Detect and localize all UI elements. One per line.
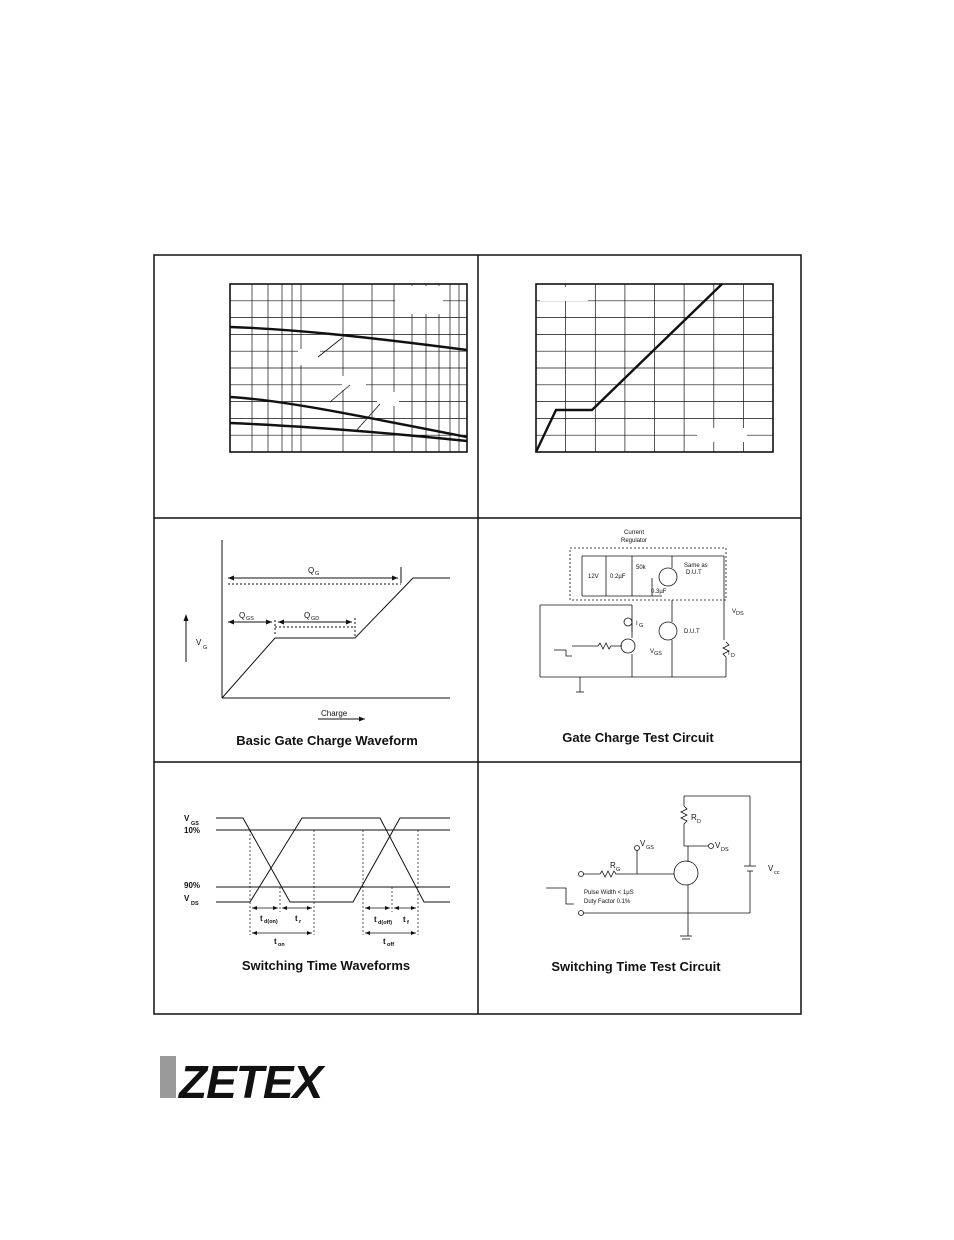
vgs-subscript: GS — [191, 821, 199, 827]
vds-subscript: DS — [721, 847, 729, 853]
ton-label: t — [274, 937, 277, 946]
same-as-label: Same as — [684, 563, 708, 569]
qgs-label: Q — [239, 611, 246, 620]
logo-mark-bar — [160, 1056, 176, 1098]
tdon-subscript: d(on) — [264, 919, 278, 925]
tf-subscript: f — [407, 920, 409, 926]
dut-label-1: D.U.T — [686, 570, 702, 576]
vgs-label: V — [640, 839, 646, 848]
gate-charge-graph — [536, 284, 773, 452]
id-subscript: D — [731, 653, 735, 659]
tr-subscript: r — [299, 919, 302, 925]
id-label: I — [728, 651, 730, 657]
ig-subscript: G — [639, 623, 644, 629]
qgd-subscript: GD — [311, 616, 320, 622]
tdon-label: t — [260, 914, 263, 923]
vds-subscript: DS — [736, 611, 744, 617]
vgs-subscript: GS — [654, 651, 662, 657]
vds-label: V — [715, 841, 721, 850]
toff-label: t — [383, 937, 386, 946]
duty-factor-label: Duty Factor 0.1% — [584, 899, 631, 905]
gate-charge-waveform — [184, 540, 451, 748]
switch-waveform-caption: Switching Time Waveforms — [241, 958, 411, 973]
c1-label: 0.2µF — [610, 574, 626, 580]
r50k-label: 50k — [636, 565, 646, 571]
v12-label: 12V — [588, 574, 599, 580]
rd-label: R — [691, 813, 697, 822]
vg-subscript: G — [203, 645, 208, 651]
capacitance-graph — [230, 284, 467, 452]
gate-charge-test-circuit — [540, 530, 744, 745]
vgs-label: V — [184, 814, 190, 823]
zetex-logo — [160, 1056, 326, 1108]
rg-subscript: G — [616, 867, 621, 873]
charge-label: Charge — [321, 709, 348, 718]
vcc-subscript: cc — [774, 870, 780, 876]
gate-waveform-caption: Basic Gate Charge Waveform — [236, 733, 418, 748]
qg-label: Q — [308, 566, 315, 575]
vds-label: V — [732, 609, 737, 615]
vgs-subscript: GS — [646, 845, 654, 851]
vcc-label: V — [768, 864, 774, 873]
regulator-label: Current — [623, 530, 645, 536]
tdoff-subscript: d(off) — [378, 920, 393, 926]
switching-time-waveforms — [184, 814, 450, 973]
rd-subscript: D — [697, 819, 701, 825]
ig-label: I — [636, 621, 638, 627]
gate-circuit-caption: Gate Charge Test Circuit — [562, 730, 714, 745]
pulse-width-label: Pulse Width < 1µS — [584, 890, 634, 896]
switching-time-test-circuit — [546, 796, 780, 974]
vds-subscript: DS — [191, 901, 199, 907]
qg-subscript: G — [315, 571, 320, 577]
vds-label: V — [184, 894, 190, 903]
qgd-label: Q — [304, 611, 311, 620]
ninety-percent-label: 90% — [184, 881, 201, 890]
switch-circuit-caption: Switching Time Test Circuit — [551, 959, 721, 974]
dut-label-2: D.U.T — [684, 629, 700, 635]
regulator-label-2: Regulator — [620, 538, 648, 544]
toff-subscript: off — [387, 942, 395, 948]
ten-percent-label: 10% — [184, 826, 201, 835]
tf-label: t — [403, 915, 406, 924]
c2-label: 0.3µF — [651, 589, 667, 595]
vg-label: V — [196, 638, 202, 647]
qgs-subscript: GS — [246, 616, 254, 622]
vgs-label: V — [650, 649, 655, 655]
tr-label: t — [295, 914, 298, 923]
rg-label: R — [610, 861, 616, 870]
ton-subscript: on — [278, 942, 285, 948]
tdoff-label: t — [374, 915, 377, 924]
logo-text: ZETEX — [179, 1056, 323, 1108]
